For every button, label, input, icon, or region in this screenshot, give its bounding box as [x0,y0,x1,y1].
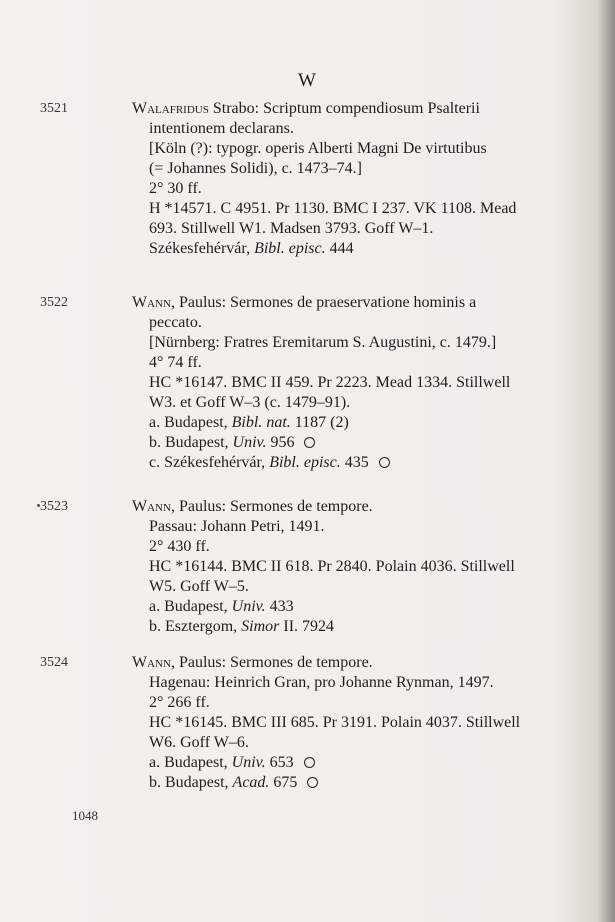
holding-place: c. Székesfehérvár, [149,454,270,471]
line-text: W6. Goff W–6. [149,734,249,751]
line-text: (= Johannes Solidi), c. 1473–74.] [149,160,362,177]
entry-line [132,239,582,259]
entry-line [132,733,582,753]
line-text: peccato. [149,314,202,331]
holding-shelfmark: 433 [265,598,294,615]
holding-place: a. Budapest, [149,598,232,615]
holding-shelfmark: 435 [340,454,369,471]
entry-line [132,219,582,239]
holding-library: Univ. [231,598,266,615]
line-text: Passau: Johann Petri, 1491. [149,518,325,535]
entry-line [132,653,582,673]
holding-shelfmark: 653 [265,754,294,771]
entry-line [132,517,582,537]
entry-line [132,139,582,159]
entry-body [132,293,582,473]
author-name: Wann [132,498,171,515]
holding-line [132,453,582,473]
line-text: W3. et Goff W–3 (c. 1479–91). [149,394,351,411]
holding-library: Simor [241,618,280,635]
line-text: , Paulus: Sermones de tempore. [170,498,373,515]
holding-shelfmark: 444 [325,240,354,257]
holding-line [132,597,582,617]
entry-line [132,119,582,139]
entry-line [132,293,582,313]
entry-line [132,373,582,393]
holding-line [132,753,582,773]
holding-place: a. Budapest, [149,414,232,431]
entry-line [132,713,582,733]
entry-line [132,393,582,413]
line-text: W5. Goff W–5. [149,578,249,595]
holding-shelfmark: 1187 (2) [290,414,349,431]
entry-body [132,99,582,259]
entry-number: 3524 [40,655,68,670]
holding-library: Univ. [232,434,267,451]
holding-place: Székesfehérvár, [149,240,255,257]
entry-line [132,693,582,713]
holding-shelfmark: II. 7924 [279,618,335,635]
holding-library: Bibl. episc. [269,454,341,471]
line-text: HC *16145. BMC III 685. Pr 3191. Polain 4037. Stillwell [149,714,521,731]
entry-line [132,673,582,693]
author-name: Walafridus [132,100,209,117]
entry-line [132,199,582,219]
holding-place: b. Budapest, [149,434,233,451]
holding-shelfmark: 675 [269,774,298,791]
entry-line [132,333,582,353]
entry-line [132,577,582,597]
line-text: , Paulus: Sermones de tempore. [170,654,373,671]
holding-line [132,413,582,433]
holding-library: Univ. [231,754,266,771]
holding-library: Acad. [232,774,270,791]
holding-place: b. Budapest, [149,774,233,791]
line-text: , Paulus: Sermones de praeservatione hominis a [170,294,477,311]
circle-mark-icon [304,757,315,768]
circle-mark-icon [307,777,318,788]
entry-number: 3522 [40,295,68,310]
line-text: intentionem declarans. [149,120,294,137]
entry-line [132,557,582,577]
entry-number: 3521 [40,101,68,116]
section-letter-heading: W [298,70,317,91]
line-text: HC *16144. BMC II 618. Pr 2840. Polain 4036. Stillwell [149,558,515,575]
line-text: [Nürnberg: Fratres Eremitarum S. Augustini, c. 1479.] [149,334,497,351]
holding-library: Bibl. nat. [231,414,291,431]
holding-library: Bibl. episc. [254,240,326,257]
entry-body [132,653,582,793]
line-text: 2° 266 ff. [149,694,210,711]
entry-line [132,313,582,333]
holding-shelfmark: 956 [266,434,295,451]
line-text: 693. Stillwell W1. Madsen 3793. Goff W–1. [149,220,434,237]
line-text: HC *16147. BMC II 459. Pr 2223. Mead 1334. Stillwell [149,374,511,391]
holding-line [132,433,582,453]
line-text: H *14571. C 4951. Pr 1130. BMC I 237. VK 1108. Mead [149,200,517,217]
line-text: 2° 430 ff. [149,538,210,555]
entry-line [132,179,582,199]
entry-line [132,353,582,373]
line-text: [Köln (?): typogr. operis Alberti Magni De virtutibus [149,140,487,157]
holding-line [132,617,582,637]
entry-number: 3523 [40,499,68,514]
line-text: 2° 30 ff. [149,180,202,197]
holding-place: b. Esztergom, [149,618,242,635]
entry-line [132,99,582,119]
holding-place: a. Budapest, [149,754,232,771]
holding-line [132,773,582,793]
circle-mark-icon [304,437,315,448]
line-text: Strabo: Scriptum compendiosum Psalterii [208,100,480,117]
entry-body [132,497,582,637]
line-text: Hagenau: Heinrich Gran, pro Johanne Rynman, 1497. [149,674,494,691]
author-name: Wann [132,654,171,671]
line-text: 4° 74 ff. [149,354,202,371]
entry-line [132,537,582,557]
circle-mark-icon [379,457,390,468]
author-name: Wann [132,294,171,311]
page-number: 1048 [72,808,98,823]
entry-line [132,159,582,179]
entry-line [132,497,582,517]
